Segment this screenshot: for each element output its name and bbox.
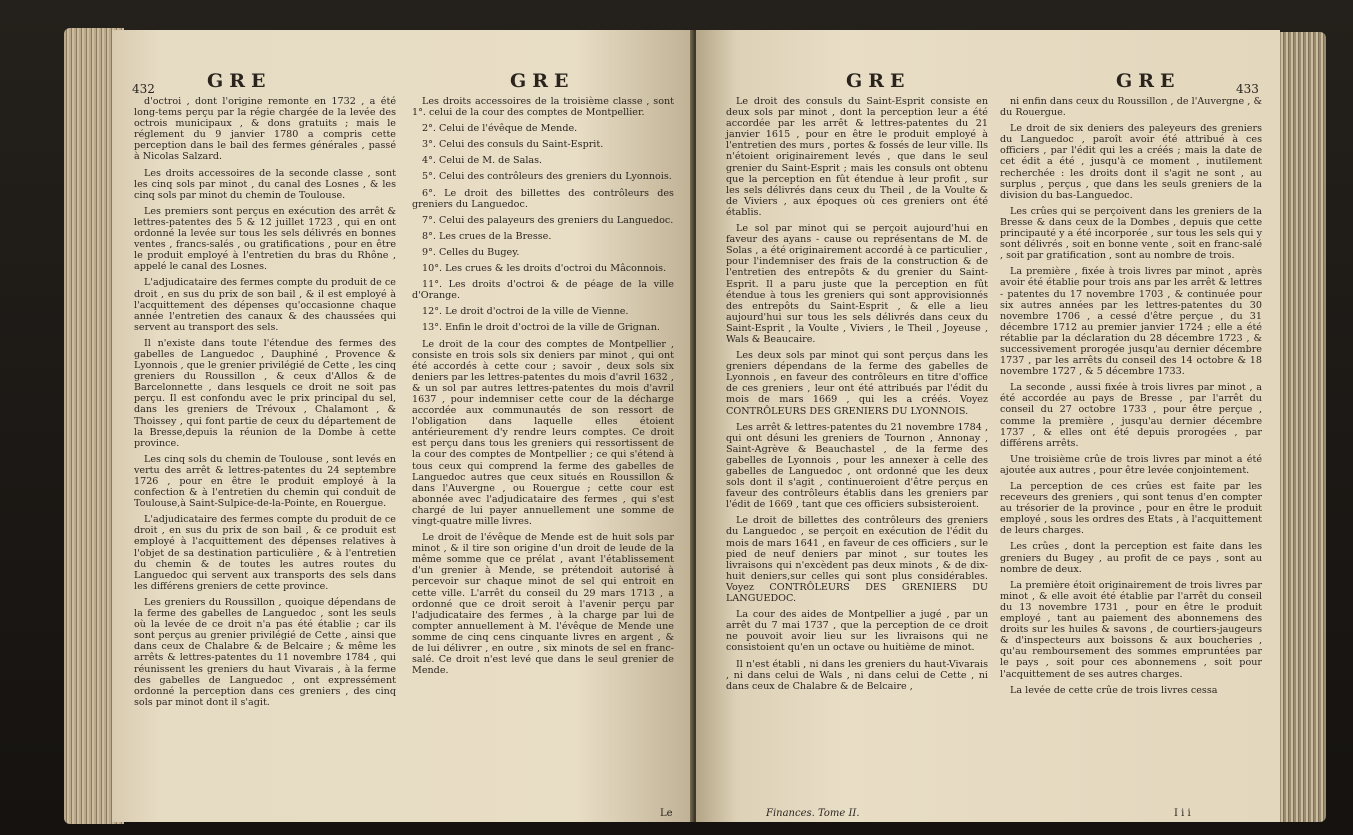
paragraph: L'adjudicataire des fermes compte du produit de ce droit , en sus du prix de son bail , & il est employé à l'acquittement des dépenses qu'occasionne chaque année l'entretien des canaux & des chaussées qui servent au transport des sels. (134, 277, 396, 333)
paragraph: Les cinq sols du chemin de Toulouse , sont levés en vertu des arrêt & lettres-patentes du 24 septembre 1726 , pour en être le produit employé à la confection & à l'entretien du chemin qui conduit de Toulouse,à Saint-Sulpice-de-la-Pointe, en Rouergue. (134, 453, 396, 510)
paragraph: Le droit de l'évêque de Mende est de huit sols par minot , & il tire son origine d'un droit de leude de la même somme que ce prélat , avant l'établissement d'un grenier à Mende, se prétendoit autorisé à percevoir sur chaque minot de sel qui entroit en cette ville. L'arrêt du conseil du 29 mars 1713 , a ordonné que ce droit seroit à l'avenir perçu par l'adjudicataire des fermes , à la charge par lui de compter annuellement à M. l'évêque de Mende une somme de cinq cens cinquante livres en argent , & de lui délivrer , en outre , six minots de sel en franc-salé. Ce droit n'est levé que dans le seul grenier de Mende. (412, 532, 674, 677)
paragraph: Le droit de billettes des contrôleurs des greniers du Languedoc , se perçoit en exécution de l'édit du mois de mars 1641 , en faveur de ces officiers , sur le pied de neuf deniers par minot , sur toutes les livraisons qui n'excèdent pas deux minots , & de dix-huit deniers,sur celles qui sont plus considérables. Voyez CONTRÔLEURS DES GRENIERS DU LANGUEDOC. (726, 515, 988, 605)
paragraph: 2°. Celui de l'évêque de Mende. (422, 123, 578, 135)
signature-mark: I i i (1174, 808, 1191, 819)
paragraph: 13°. Enfin le droit d'octroi de la ville de Grignan. (422, 322, 660, 334)
paragraph: 4°. Celui de M. de Salas. (422, 155, 543, 167)
paragraph: La première , fixée à trois livres par minot , après avoir été établie pour trois ans par les arrêt & lettres - patentes du 17 novembre 1703 , & continuée pour six autres années par les lettres-patentes du 30 novembre 1706 , a cessé d'être perçue , du 31 décembre 1712 au premier janvier 1724 ; elle a été rétablie par la déclaration du 28 décembre 1723 , & successivement prorogée jusqu'au dernier décembre 1737 , par les arrêts du conseil des 14 octobre & 18 novembre 1727 , & 5 décembre 1733. (1000, 266, 1262, 378)
paragraph: Le droit des consuls du Saint-Esprit consiste en deux sols par minot , dont la perception leur a été accordée par les arrêt & lettres-patentes du 21 janvier 1615 , pour en être le produit employé à l'entretien des murs , portes & fossés de leur ville. Ils n'étoient originairement levés , que dans le seul grenier du Saint-Esprit ; mais les consuls ont obtenu que la perception en fût étendue à leur profit , sur les sels délivrés dans ceux du Theil , de la Voulte & de Viviers , aux époques où ces greniers ont été établis. (726, 96, 988, 218)
paragraph: La cour des aides de Montpellier a jugé , par un arrêt du 7 mai 1737 , que la perception de ce droit ne pouvoit avoir lieu sur les livraisons qui ne consistoient qu'en un octave ou huitième de minot. (726, 609, 988, 654)
footer-signature-title: Finances. Tome II. (766, 808, 860, 819)
paragraph: Les crûes qui se perçoivent dans les greniers de la Bresse & dans ceux de la Dombes , depuis que cette principauté y a été incorporée , sur tous les sels qui y sont délivrés , soit en bonne vente , soit en franc-salé , soit par gratification , sont au nombre de trois. (1000, 205, 1262, 262)
right-page (696, 30, 1280, 822)
paragraph: Le sol par minot qui se perçoit aujourd'hui en faveur des ayans - cause ou représentans de M. de Solas , a été originairement accordé à ce particulier , pour l'indemniser des frais de la construction & de l'entretien des entrepôts & du grenier du Saint-Esprit. Il a paru juste que la perception en fût étendue à tous les greniers qui sont approvisionnés des entrepôts du Saint-Esprit , & elle a lieu aujourd'hui sur tous les sels délivrés dans ceux du Saint-Esprit , la Voulte , Viviers , le Theil , Joyeuse , Wals & Beaucaire. (726, 223, 988, 345)
open-book (64, 22, 1326, 828)
paragraph: La première étoit originairement de trois livres par minot , & elle avoit été établie par l'arrêt du conseil du 13 novembre 1731 , pour en être le produit employé , tant au paiement des abonnemens des droits sur les huiles & savons , de courtiers-jaugeurs & d'inspecteurs aux boissons & aux boucheries , qu'au remboursement des sommes empruntées par le pays , soit pour ces abonnemens , soit pour l'acquittement de ses autres charges. (1000, 579, 1262, 680)
paragraph: Les crûes , dont la perception est faite dans les greniers du Bugey , au profit de ce pays , sont au nombre de deux. (1000, 541, 1262, 575)
paragraph: Les deux sols par minot qui sont perçus dans les greniers dépendans de la ferme des gabelles de Lyonnois , en faveur des contrôleurs en titre d'office de ces greniers , leur ont été attribués par l'édit du mois de mars 1669 , qui les a créés. Voyez CONTRÔLEURS DES GRENIERS DU LYONNOIS. (726, 350, 988, 417)
paragraph: Les greniers du Roussillon , quoique dépendans de la ferme des gabelles de Languedoc , sont les seuls où la levée de ce droit n'a pas été établie ; car ils sont perçus au grenier privilégié de Cette , ainsi que dans ceux de Chalabre & de Belcaire ; & même les arrêts & lettres-patentes du 11 novembre 1784 , qui réunissent les greniers du haut Vivarais , à la ferme des gabelles de Languedoc , ont expressément ordonné la perception dans ces greniers , des cinq sols par minot dont il s'agit. (134, 596, 396, 708)
left-page (112, 30, 694, 822)
paragraph: Les premiers sont perçus en exécution des arrêt & lettres-patentes des 5 & 12 juillet 1723 , qui en ont ordonné la levée sur tous les sels délivrés en bonnes ventes , francs-salés , ou gratifications , pour en être le produit employé à l'entretien du bras du Rhône , appelé le canal des Losnes. (134, 205, 396, 273)
paragraph: 7°. Celui des palayeurs des greniers du Languedoc. (422, 214, 674, 226)
paragraph: La seconde , aussi fixée à trois livres par minot , a été accordée au pays de Bresse , par l'arrêt du conseil du 27 octobre 1733 , pour être perçue , comme la première , jusqu'au dernier décembre 1737 , & elles ont été depuis prorogées , par différens arrêts. (1000, 382, 1262, 449)
paragraph: 11°. Les droits d'octroi & de péage de la ville d'Orange. (412, 279, 674, 302)
paragraph: La levée de cette crûe de trois livres cessa (1010, 684, 1218, 696)
paragraph: Les arrêt & lettres-patentes du 21 novembre 1784 , qui ont désuni les greniers de Tournon , Annonay , Saint-Agrève & Beauchastel , de la ferme des gabelles de Lyonnois , pour les annexer à celle des gabelles de Languedoc , ont ordonné que les deux sols dont il s'agit , continueroient d'être perçus en faveur des contrôleurs établis dans les greniers par l'édit de 1669 , tant que ces officiers subsisteroient. (726, 421, 988, 511)
right-running-head-2: GRE (1116, 70, 1181, 92)
paragraph: ni enfin dans ceux du Roussillon , de l'Auvergne , & du Rouergue. (1000, 96, 1262, 119)
catchword: Le (660, 808, 673, 819)
left-running-head-1: GRE (207, 70, 272, 92)
paragraph: L'adjudicataire des fermes compte du produit de ce droit , en sus du prix de son bail , & ce produit est employé à l'acquittement des dépenses relatives à l'objet de sa destination particulière , & à l'entretien du chemin & de toutes les autres routes du Languedoc qui servent aux transports des sels dans les différens greniers de cette province. (134, 514, 396, 592)
paragraph: d'octroi , dont l'origine remonte en 1732 , a été long-tems perçu par la régie chargée de la levée des octrois municipaux , & dons gratuits ; mais le réglement du 9 janvier 1780 a compris cette perception dans le bail des fermes générales , passé à Nicolas Salzard. (134, 96, 396, 163)
paragraph: Une troisième crûe de trois livres par minot a été ajoutée aux autres , pour être levée conjointement. (1000, 453, 1262, 476)
paragraph: Il n'est établi , ni dans les greniers du haut-Vivarais , ni dans celui de Wals , ni dans celui de Cette , ni dans ceux de Chalabre & de Belcaire , (726, 658, 988, 692)
right-column-1 (726, 96, 988, 697)
left-page-number: 432 (132, 82, 155, 96)
paragraph: 8°. Les crues de la Bresse. (422, 230, 552, 242)
paragraph: Les droits accessoires de la troisième classe , sont 1°. celui de la cour des comptes de Montpellier. (412, 96, 674, 119)
paragraph: 9°. Celles du Bugey. (422, 246, 520, 258)
paragraph: 3°. Celui des consuls du Saint-Esprit. (422, 139, 604, 151)
right-running-head-1: GRE (846, 70, 911, 92)
paragraph: Les droits accessoires de la seconde classe , sont les cinq sols par minot , du canal des Losnes , & les cinq sols par minot du chemin de Toulouse. (134, 167, 396, 201)
paragraph: Le droit de six deniers des paleyeurs des greniers du Languedoc , paroît avoir été attribué à ces officiers , par l'édit qui les a créés ; mais la date de cet édit a été , jusqu'à ce moment , inutilement recherchée : les droits dont il s'agit ne sont , au surplus , perçus , que dans les seuls greniers de la division du bas-Languedoc. (1000, 123, 1262, 201)
paragraph: La perception de ces crûes est faite par les receveurs des greniers , qui sont tenus d'en compter au trésorier de la province , pour en être le produit employé , sous les ordres des Etats , à l'acquittement de leurs charges. (1000, 481, 1262, 537)
paragraph: 10°. Les crues & les droits d'octroi du Mâconnois. (422, 263, 667, 275)
paragraph: Il n'existe dans toute l'étendue des fermes des gabelles de Languedoc , Dauphiné , Provence & Lyonnois , que le grenier privilégié de Cette , les cinq greniers du Roussillon , & ceux d'Allos & de Barcelonnette , dans lesquels ce droit ne soit pas perçu. Il est confondu avec le prix principal du sel, dans les greniers de Trévoux , Chalamont , & Thoissey , qui font partie de ceux du département de la Bresse,depuis la réunion de la Dombe à cette province. (134, 337, 396, 449)
paragraph: 5°. Celui des contrôleurs des greniers du Lyonnois. (422, 171, 672, 183)
right-column-2 (1000, 96, 1262, 701)
left-running-head-2: GRE (510, 70, 575, 92)
left-column-2 (412, 96, 674, 681)
right-page-edges (1274, 32, 1326, 822)
paragraph: 12°. Le droit d'octroi de la ville de Vienne. (422, 306, 629, 318)
paragraph: Le droit de la cour des comptes de Montpellier , consiste en trois sols six deniers par minot , qui ont été accordés à cette cour ; savoir , deux sols six deniers par les lettres-patentes du mois d'avril 1632 , & un sol par autres lettres-patentes du mois d'avril 1637 , pour indemniser cette cour de la décharge accordée aux communautés de son ressort de l'obligation dans laquelle elles étoient antérieurement d'y rendre leurs comptes. Ce droit est perçu dans tous les greniers qui ressortissent de la cour des comptes de Montpellier ; ce qui s'étend à tous ceux qui comprend la ferme des gabelles de Languedoc autres que ceux situés en Roussillon & dans l'Auvergne , ou Rouergue ; cette cour est abonnée avec l'adjudicataire des fermes , qui s'est chargé de lui payer annuellement une somme de vingt-quatre mille livres. (412, 338, 674, 527)
left-column-1 (134, 96, 396, 713)
paragraph: 6°. Le droit des billettes des contrôleurs des greniers du Languedoc. (412, 187, 674, 210)
right-page-number: 433 (1236, 82, 1259, 96)
